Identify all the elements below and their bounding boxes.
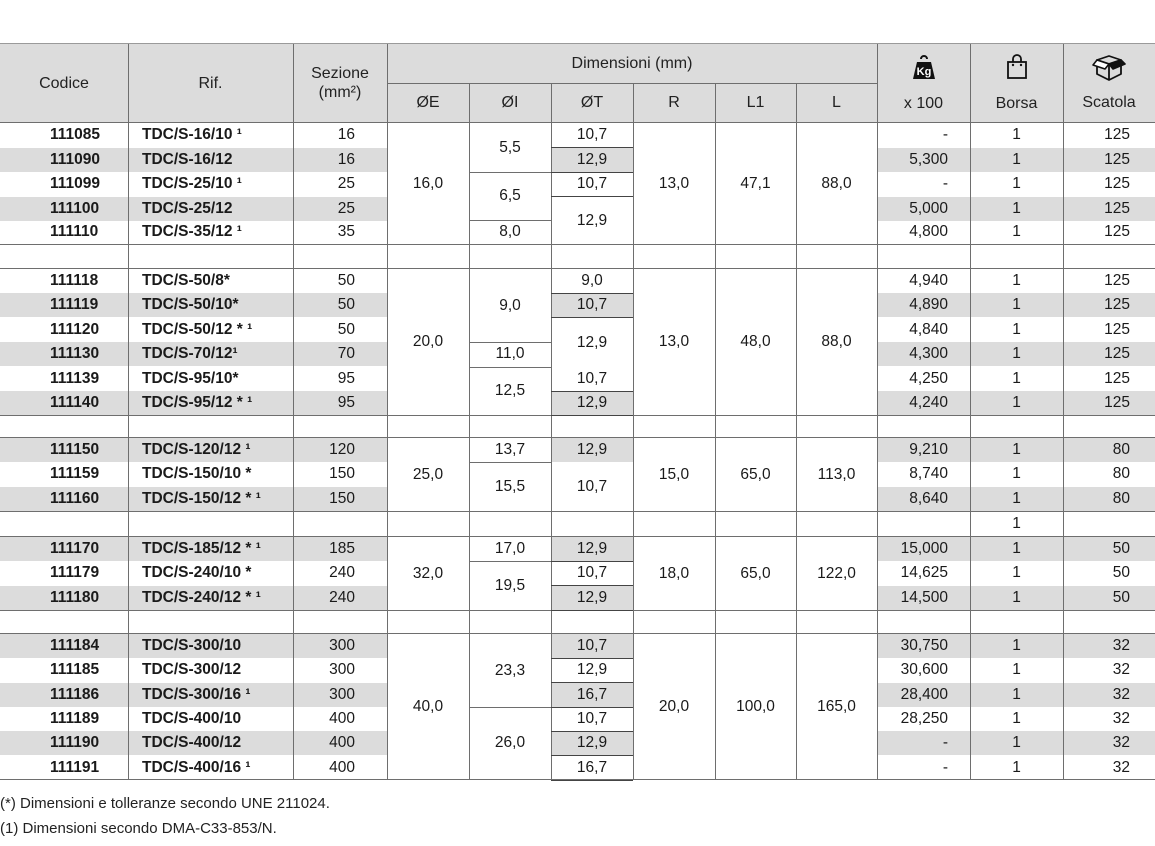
merged-oi-g1-b: 6,5 (499, 187, 521, 204)
merged-ot-g2: 12,9 (576, 334, 608, 351)
row-borsa-cell: 1 (1012, 465, 1021, 482)
row-scatola-cell: 50 (1112, 589, 1130, 606)
row-rif-cell: TDC/S-400/10 (142, 710, 242, 727)
row-borsa-cell: 1 (1012, 589, 1021, 606)
row-weight-cell: 4,800 (909, 223, 948, 240)
row-rif-cell: TDC/S-50/12 * ¹ (142, 321, 253, 338)
merged-oi-g4-a: 17,0 (494, 540, 526, 557)
row-borsa-cell: 1 (1012, 345, 1021, 362)
row-weight-cell: 8,740 (909, 465, 948, 482)
row-scatola-cell: 32 (1112, 637, 1130, 654)
row-borsa-cell: 1 (1012, 370, 1021, 387)
row-weight-cell: 4,300 (909, 345, 948, 362)
row-ot-cell: 10,7 (576, 296, 608, 313)
row-borsa-cell: 1 (1012, 151, 1021, 168)
row-weight-cell: 4,940 (909, 272, 948, 289)
row-ot-cell: 12,9 (576, 151, 608, 168)
row-ot-cell: 10,7 (576, 710, 608, 727)
row-sezione-cell: 95 (337, 394, 355, 411)
header-r-label: R (668, 94, 680, 111)
merged-oi-g3-b: 15,5 (494, 478, 526, 495)
row-borsa-cell: 1 (1012, 223, 1021, 240)
row-borsa-cell: 1 (1012, 734, 1021, 751)
merged-oi-g4-b: 19,5 (494, 577, 526, 594)
row-borsa-cell: 1 (1012, 661, 1021, 678)
row-scatola-cell: 125 (1104, 175, 1130, 192)
row-codice-cell: 111110 (50, 223, 99, 240)
row-weight-cell: - (942, 126, 948, 143)
row-sezione-cell: 400 (329, 710, 355, 727)
row-borsa-cell: 1 (1012, 296, 1021, 313)
row-sezione-cell: 16 (337, 126, 355, 143)
merged-oi-g2-a: 9,0 (499, 297, 521, 314)
row-codice-cell: 111170 (50, 540, 100, 557)
row-weight-cell: - (942, 175, 948, 192)
merged-l1-g3: 65,0 (740, 466, 771, 483)
row-scatola-cell: 125 (1104, 223, 1130, 240)
row-rif-cell: TDC/S-300/16 ¹ (142, 686, 251, 703)
row-weight-cell: 30,600 (900, 661, 948, 678)
row-sezione-cell: 16 (337, 151, 355, 168)
row-weight-cell: 28,400 (900, 686, 948, 703)
row-codice-cell: 111099 (50, 175, 101, 192)
row-ot-cell: 12,9 (576, 589, 608, 606)
header-scatola-label: Scatola (1082, 93, 1136, 111)
merged-ot-g3: 10,7 (576, 478, 608, 495)
row-scatola-cell: 80 (1112, 490, 1130, 507)
row-ot-cell: 10,7 (576, 637, 608, 654)
merged-oe-g5: 40,0 (412, 698, 444, 715)
row-borsa-cell: 1 (1012, 759, 1021, 776)
row-codice-cell: 111185 (50, 661, 100, 678)
row-codice-cell: 111119 (50, 296, 99, 313)
header-l-label: L (832, 94, 841, 111)
row-scatola-cell: 32 (1112, 759, 1130, 776)
row-ot-cell: 9,0 (581, 272, 603, 289)
row-weight-cell: 14,500 (900, 589, 948, 606)
header-weight-unit: x 100 (903, 94, 944, 112)
header-codice-label: Codice (39, 74, 89, 92)
header-rif (128, 44, 293, 122)
header-sezione (293, 44, 387, 122)
row-weight-cell: 28,250 (900, 710, 948, 727)
header-l1 (715, 83, 796, 122)
row-sezione-cell: 240 (329, 564, 355, 581)
merged-l1-g4: 65,0 (740, 565, 771, 582)
row-weight-cell: - (942, 734, 948, 751)
header-top-rule (0, 43, 1155, 44)
row-weight-cell: 4,890 (909, 296, 948, 313)
row-rif-cell: TDC/S-150/10 * (142, 465, 252, 482)
row-rif-cell: TDC/S-95/12 * ¹ (142, 394, 253, 411)
row-ot-cell: 12,9 (576, 540, 608, 557)
row-sezione-cell: 185 (329, 540, 355, 557)
row-codice-cell: 111090 (50, 151, 101, 168)
header-sezione-unit: (mm²) (318, 84, 362, 101)
row-rif-cell: TDC/S-400/16 ¹ (142, 759, 251, 776)
row-codice-cell: 111159 (50, 465, 100, 482)
merged-l1-g1: 47,1 (740, 175, 771, 192)
row-sezione-cell: 400 (329, 759, 355, 776)
row-rif-cell: TDC/S-120/12 ¹ (142, 441, 251, 458)
row-codice-cell: 111184 (50, 637, 100, 654)
header-oi (469, 83, 551, 122)
merged-oi-g1-a: 5,5 (499, 139, 521, 156)
merged-l1-g5: 100,0 (736, 698, 775, 715)
header-oi-label: ØI (501, 94, 519, 111)
row-ot-cell: 10,7 (576, 175, 608, 192)
merged-l1-g2: 48,0 (740, 333, 771, 350)
header-ot (551, 83, 633, 122)
ot-underline-rule (551, 610, 633, 611)
header-borsa-label: Borsa (995, 94, 1038, 112)
row-sezione-cell: 25 (337, 200, 355, 217)
row-weight-cell: 15,000 (900, 540, 948, 557)
row-codice-cell: 111186 (50, 686, 100, 703)
row-sezione-cell: 300 (329, 637, 355, 654)
row-ot-cell: 16,7 (576, 759, 608, 776)
row-scatola-cell: 125 (1104, 200, 1130, 217)
row-weight-cell: 4,240 (909, 394, 948, 411)
row-rif-cell: TDC/S-185/12 * ¹ (142, 540, 261, 557)
merged-oi-g2-c: 12,5 (494, 382, 526, 399)
merged-oe-g1: 16,0 (412, 175, 444, 192)
row-borsa-cell: 1 (1012, 637, 1021, 654)
row-codice-cell: 111179 (50, 564, 100, 581)
row-borsa-cell: 1 (1012, 441, 1021, 458)
row-sezione-cell: 120 (329, 441, 355, 458)
ot-underline-rule (551, 780, 633, 781)
row-sezione-cell: 50 (337, 272, 355, 289)
merged-oe-g4: 32,0 (412, 565, 444, 582)
merged-ot-g3-a: 12,9 (576, 441, 608, 458)
header-oe (387, 83, 469, 122)
merged-r-g3: 15,0 (658, 466, 690, 483)
header-l (796, 83, 877, 122)
row-weight-cell: 4,250 (909, 370, 948, 387)
header-dimensioni (387, 44, 877, 83)
header-dimensioni-label: Dimensioni (mm) (571, 55, 693, 72)
footnote-asterisk: (*) Dimensioni e tolleranze secondo UNE 211024. (0, 795, 330, 812)
row-scatola-cell: 125 (1104, 272, 1130, 289)
merged-l-g3: 113,0 (817, 466, 856, 483)
row-scatola-cell: 50 (1112, 540, 1130, 557)
merged-oi-g5-a: 23,3 (494, 662, 526, 679)
separator-borsa-value: 1 (1012, 515, 1021, 532)
merged-oi-g5-b: 26,0 (494, 734, 526, 751)
row-borsa-cell: 1 (1012, 175, 1021, 192)
row-codice-cell: 111160 (50, 490, 100, 507)
row-borsa-cell: 1 (1012, 490, 1021, 507)
row-weight-cell: 14,625 (900, 564, 948, 581)
row-sezione-cell: 70 (337, 345, 355, 362)
row-rif-cell: TDC/S-16/10 ¹ (142, 126, 242, 143)
header-r (633, 83, 715, 122)
row-sezione-cell: 300 (329, 686, 355, 703)
merged-oe-g3: 25,0 (412, 466, 444, 483)
row-borsa-cell: 1 (1012, 710, 1021, 727)
merged-r-g2: 13,0 (658, 333, 690, 350)
kg-icon-text: Kg (916, 65, 931, 78)
merged-oi-g3-a: 13,7 (494, 441, 526, 458)
row-scatola-cell: 125 (1104, 394, 1130, 411)
row-scatola-cell: 125 (1104, 345, 1130, 362)
merged-oi-g2-b: 11,0 (495, 345, 525, 362)
row-codice-cell: 111189 (50, 710, 100, 727)
row-sezione-cell: 400 (329, 734, 355, 751)
row-rif-cell: TDC/S-300/12 (142, 661, 242, 678)
row-rif-cell: TDC/S-35/12 ¹ (142, 223, 242, 240)
row-weight-cell: 5,000 (909, 200, 948, 217)
row-codice-cell: 111191 (50, 759, 100, 776)
row-scatola-cell: 50 (1112, 564, 1130, 581)
merged-r-g4: 18,0 (658, 565, 690, 582)
row-ot-cell: 16,7 (576, 686, 608, 703)
row-scatola-cell: 32 (1112, 734, 1130, 751)
footnote-one: (1) Dimensioni secondo DMA-C33-853/N. (0, 820, 277, 837)
row-codice-cell: 111085 (50, 126, 101, 143)
separator-top-rule (0, 244, 1155, 245)
row-rif-cell: TDC/S-300/10 (142, 637, 242, 654)
row-rif-cell: TDC/S-50/8* (142, 272, 230, 289)
merged-l-g2: 88,0 (821, 333, 852, 350)
row-scatola-cell: 125 (1104, 296, 1130, 313)
merged-oi-g1-c: 8,0 (499, 223, 521, 240)
row-borsa-cell: 1 (1012, 321, 1021, 338)
merged-l-g4: 122,0 (817, 565, 856, 582)
row-sezione-cell: 50 (337, 296, 355, 313)
row-sezione-cell: 300 (329, 661, 355, 678)
header-ot-label: ØT (580, 94, 604, 111)
row-scatola-cell: 125 (1104, 321, 1130, 338)
row-sezione-cell: 150 (329, 465, 355, 482)
row-weight-cell: 9,210 (909, 441, 948, 458)
row-borsa-cell: 1 (1012, 200, 1021, 217)
row-ot-cell: 12,9 (576, 394, 608, 411)
kg-weight-icon (912, 54, 936, 80)
row-scatola-cell: 32 (1112, 710, 1130, 727)
row-borsa-cell: 1 (1012, 394, 1021, 411)
shopping-bag-icon (1006, 54, 1028, 80)
row-weight-cell: - (942, 759, 948, 776)
row-rif-cell: TDC/S-240/10 * (142, 564, 252, 581)
row-weight-cell: 30,750 (900, 637, 948, 654)
row-ot-cell: 10,7 (576, 126, 608, 143)
header-rif-label: Rif. (198, 74, 223, 92)
header-l1-label: L1 (746, 94, 765, 111)
row-borsa-cell: 1 (1012, 564, 1021, 581)
row-ot-cell: 12,9 (576, 734, 608, 751)
row-scatola-cell: 125 (1104, 151, 1130, 168)
row-scatola-cell: 125 (1104, 370, 1130, 387)
row-borsa-cell: 1 (1012, 686, 1021, 703)
row-sezione-cell: 35 (337, 223, 355, 240)
row-codice-cell: 111130 (50, 345, 100, 362)
row-scatola-cell: 32 (1112, 686, 1130, 703)
row-codice-cell: 111139 (50, 370, 100, 387)
row-codice-cell: 111190 (50, 734, 100, 751)
row-scatola-cell: 32 (1112, 661, 1130, 678)
row-ot-cell: 10,7 (576, 564, 608, 581)
row-sezione-cell: 95 (337, 370, 355, 387)
header-oe-label: ØE (416, 94, 440, 111)
row-codice-cell: 111150 (50, 441, 100, 458)
row-sezione-cell: 240 (329, 589, 355, 606)
header-codice (0, 44, 128, 122)
header-sezione-label: Sezione (311, 65, 369, 82)
row-codice-cell: 111140 (50, 394, 100, 411)
row-rif-cell: TDC/S-50/10* (142, 296, 239, 313)
row-sezione-cell: 150 (329, 490, 355, 507)
row-rif-cell: TDC/S-25/12 (142, 200, 233, 217)
row-codice-cell: 111180 (50, 589, 100, 606)
merged-ot-g1: 12,9 (576, 212, 608, 229)
header-scatola (1063, 44, 1155, 122)
box-icon (1092, 55, 1126, 83)
row-rif-cell: TDC/S-95/10* (142, 370, 239, 387)
row-codice-cell: 111120 (50, 321, 100, 338)
merged-oe-g2: 20,0 (412, 333, 444, 350)
row-borsa-cell: 1 (1012, 272, 1021, 289)
row-codice-cell: 111118 (50, 272, 99, 289)
merged-r-g5: 20,0 (658, 698, 690, 715)
ot-underline-rule (551, 415, 633, 416)
row-weight-cell: 8,640 (909, 490, 948, 507)
header-borsa (970, 44, 1063, 122)
row-rif-cell: TDC/S-150/12 * ¹ (142, 490, 261, 507)
merged-r-g1: 13,0 (658, 175, 690, 192)
row-codice-cell: 111100 (50, 200, 100, 217)
merged-l-g1: 88,0 (821, 175, 852, 192)
row-rif-cell: TDC/S-400/12 (142, 734, 242, 751)
row-sezione-cell: 50 (337, 321, 355, 338)
row-borsa-cell: 1 (1012, 126, 1021, 143)
row-rif-cell: TDC/S-70/12¹ (142, 345, 238, 362)
header-dimensioni-rule (387, 83, 877, 84)
header-weight (877, 44, 970, 122)
row-weight-cell: 4,840 (909, 321, 948, 338)
row-rif-cell: TDC/S-25/10 ¹ (142, 175, 242, 192)
row-ot-cell: 10,7 (576, 370, 608, 387)
row-scatola-cell: 80 (1112, 465, 1130, 482)
merged-l-g5: 165,0 (817, 698, 856, 715)
row-rif-cell: TDC/S-240/12 * ¹ (142, 589, 261, 606)
row-scatola-cell: 125 (1104, 126, 1130, 143)
row-borsa-cell: 1 (1012, 540, 1021, 557)
row-scatola-cell: 80 (1112, 441, 1130, 458)
row-weight-cell: 5,300 (909, 151, 948, 168)
row-ot-cell: 12,9 (576, 661, 608, 678)
row-rif-cell: TDC/S-16/12 (142, 151, 233, 168)
row-sezione-cell: 25 (337, 175, 355, 192)
